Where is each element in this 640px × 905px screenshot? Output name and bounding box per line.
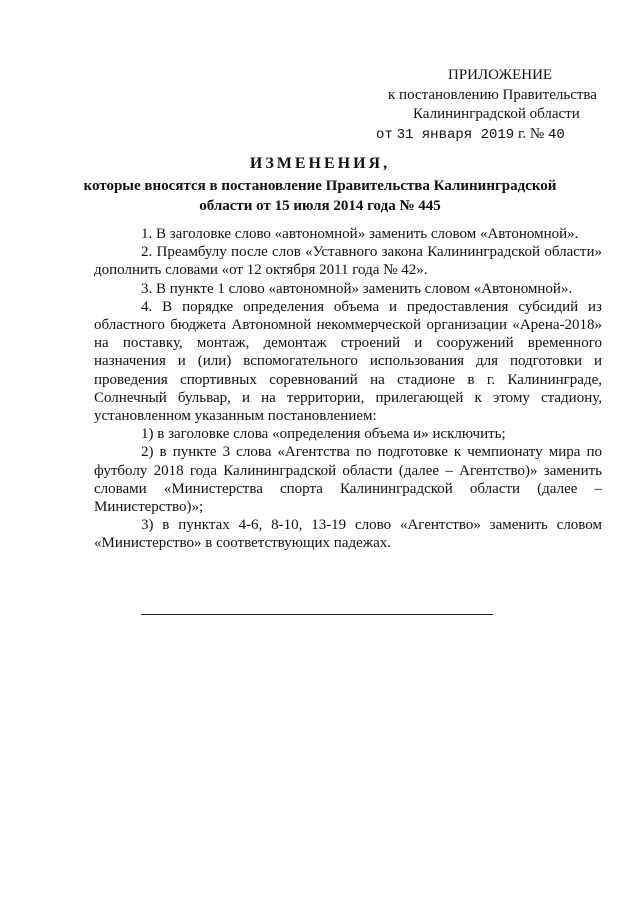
appendix-region-line: Калининградской области [413, 106, 580, 122]
document-subtitle: которые вносятся в постановление Правительства Калининградской области от 15 июля 2014 года № 445 [83, 178, 557, 214]
document-body [94, 225, 602, 553]
appendix-header [360, 66, 600, 145]
paragraph-4: 4. В порядке определения объема и предоставления субсидий из областного бюджета Автономной некоммерческой организации «Арена-2018» на поставку, монтаж, демонтаж строений и сооружений временного назначения и (или) вспомогательного использования для подготовки и проведения спортивных соревнований на стадионе в г. Калининграде, Солнечный бульвар, и на территории, прилегающей к этому стадиону, установленном указанным постановлением: [94, 298, 602, 425]
paragraph-4-item-2: 2) в пункте 3 слова «Агентства по подготовке к чемпионату мира по футболу 2018 года Калининградской области (далее – Агентство)» заменить словами «Министерства спорта Калининградской области (далее – Министерство)»; [94, 444, 602, 516]
appendix-date-number-line [360, 125, 600, 146]
appendix-reference-line: к постановлению Правительства [388, 86, 597, 103]
appendix-title: ПРИЛОЖЕНИЕ [448, 67, 553, 83]
paragraph-3: 3. В пункте 1 слово «автономной» заменить словом «Автономной». [141, 280, 573, 297]
appendix-number: 40 [547, 126, 565, 143]
document-title: ИЗМЕНЕНИЯ, [249, 155, 391, 172]
appendix-date: 31 января 2019 [396, 126, 515, 143]
paragraph-4-item-3: 3) в пунктах 4-6, 8-10, 13-19 слово «Агентство» заменить словом «Министерство» в соответствующих падежах. [94, 517, 602, 552]
paragraph-1: 1. В заголовке слово «автономной» заменить словом «Автономной». [141, 226, 579, 242]
appendix-year-number-sign: г. № [517, 125, 545, 142]
closing-divider-line [141, 614, 493, 615]
paragraph-2: 2. Преамбулу после слов «Уставного закона Калининградской области» дополнить словами «от 12 октября 2011 года № 42». [94, 244, 602, 279]
paragraph-4-item-1: 1) в заголовке слова «определения объема и» исключить; [141, 426, 506, 443]
appendix-date-prefix: от [376, 126, 393, 143]
